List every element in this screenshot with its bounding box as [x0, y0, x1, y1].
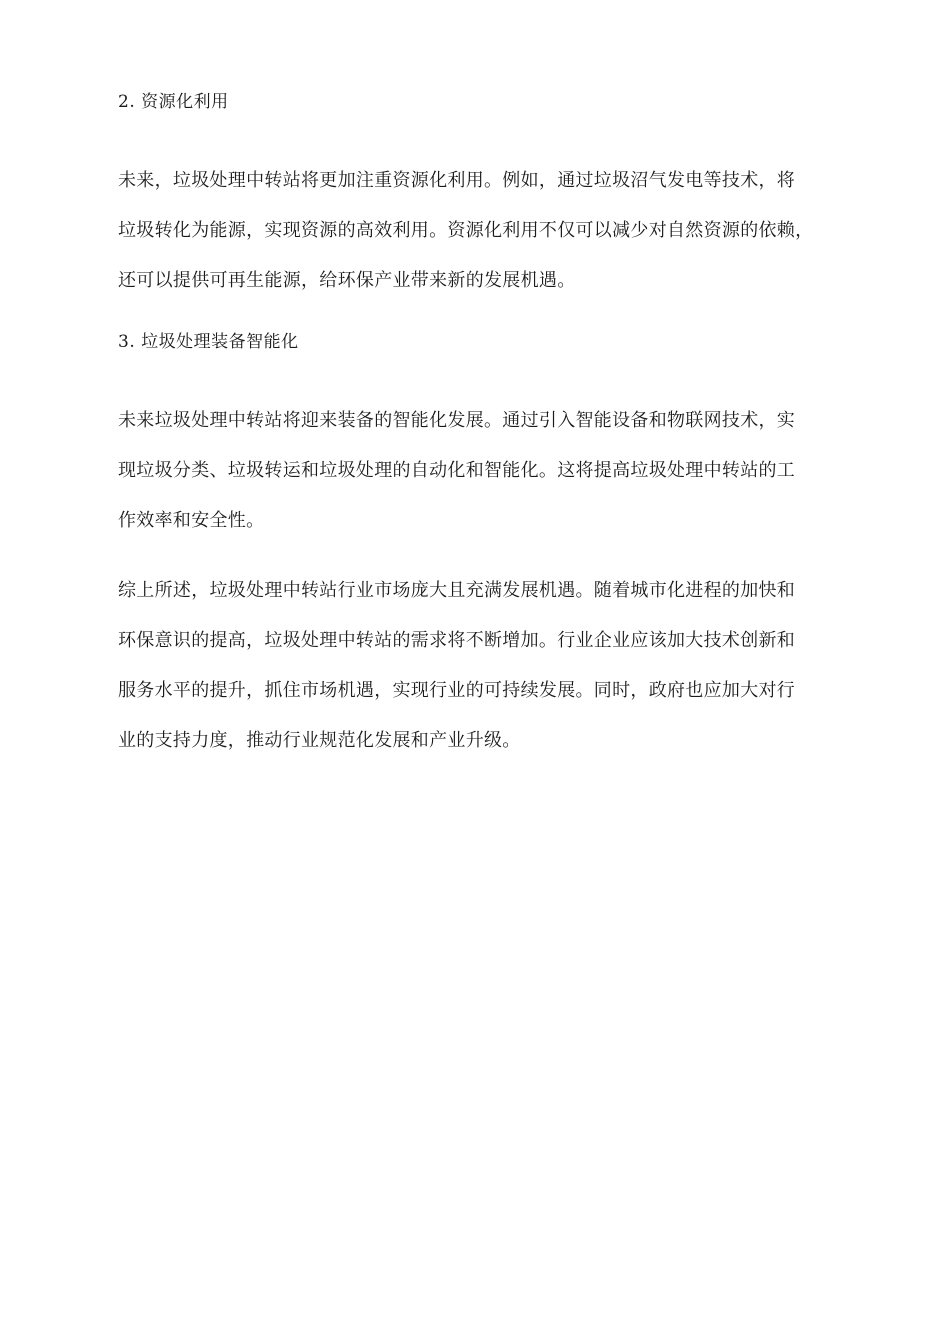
paragraph-line: 垃圾转化为能源，实现资源的高效利用。资源化利用不仅可以减少对自然资源的依赖，: [118, 220, 814, 241]
section-heading-intelligent-equipment: 3. 垃圾处理装备智能化: [118, 332, 299, 352]
paragraph-line: 作效率和安全性。: [118, 510, 265, 531]
paragraph-line: 现垃圾分类、垃圾转运和垃圾处理的自动化和智能化。这将提高垃圾处理中转站的工: [118, 460, 796, 481]
paragraph-line: 还可以提供可再生能源，给环保产业带来新的发展机遇。: [118, 270, 576, 291]
paragraph-line: 综上所述，垃圾处理中转站行业市场庞大且充满发展机遇。随着城市化进程的加快和: [118, 580, 796, 601]
document-content: [118, 86, 838, 786]
paragraph-line: 未来垃圾处理中转站将迎来装备的智能化发展。通过引入智能设备和物联网技术，实: [118, 410, 796, 431]
section-heading-resource-utilization: 2. 资源化利用: [118, 92, 229, 112]
paragraph-line: 未来，垃圾处理中转站将更加注重资源化利用。例如，通过垃圾沼气发电等技术，将: [118, 170, 796, 191]
section-paragraph-resource-utilization: [118, 156, 838, 306]
paragraph-line: 服务水平的提升，抓住市场机遇，实现行业的可持续发展。同时，政府也应加大对行: [118, 680, 796, 701]
section-paragraph-intelligent-equipment: [118, 396, 838, 546]
paragraph-line: 环保意识的提高，垃圾处理中转站的需求将不断增加。行业企业应该加大技术创新和: [118, 630, 796, 651]
paragraph-line: 业的支持力度，推动行业规范化发展和产业升级。: [118, 730, 521, 751]
conclusion-paragraph: [118, 566, 838, 766]
